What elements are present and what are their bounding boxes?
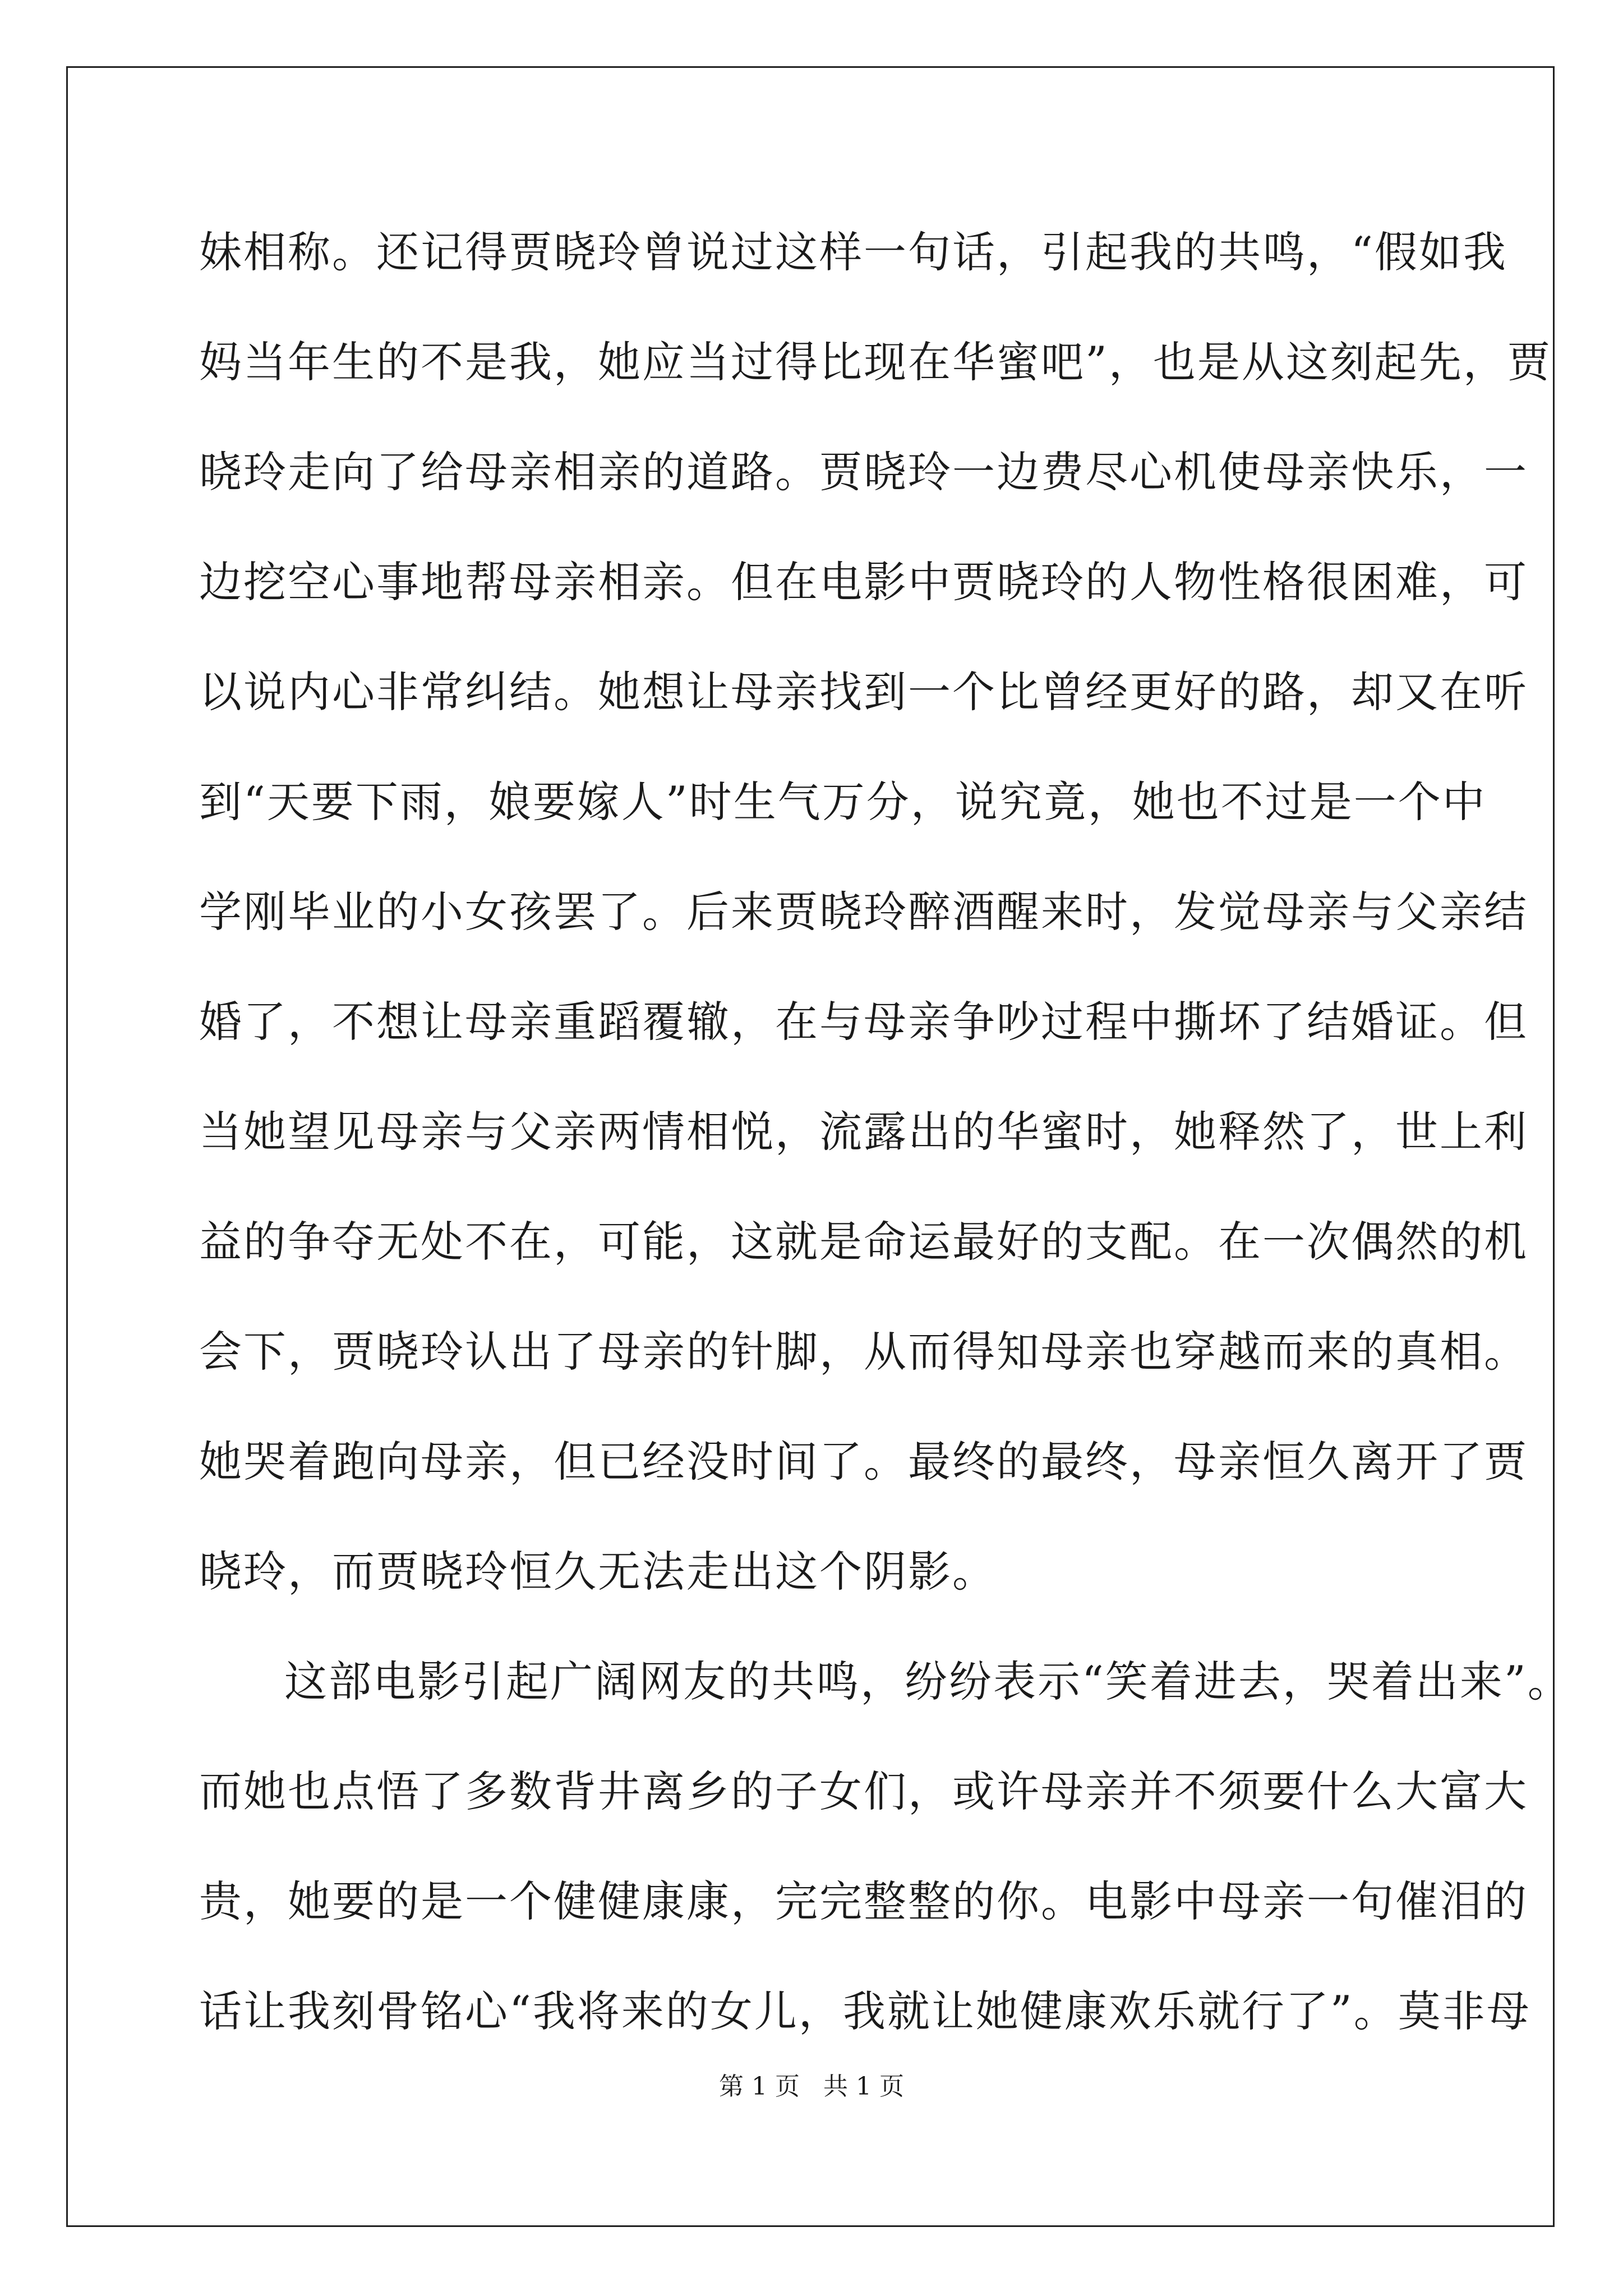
text-line: 会下，贾晓玲认出了母亲的针脚，从而得知母亲也穿越而来的真相。 (199, 1327, 1528, 1377)
text-line: 她哭着跑向母亲，但已经没时间了。最终的最终，母亲恒久离开了贾 (199, 1437, 1528, 1487)
text-line: 贵，她要的是一个健健康康，完完整整的你。电影中母亲一句催泪的 (199, 1876, 1528, 1926)
text-line: 益的争夺无处不在，可能，这就是命运最好的支配。在一次偶然的机 (199, 1217, 1528, 1267)
text-line: 晓玲，而贾晓玲恒久无法走出这个阴影。 (199, 1547, 997, 1596)
text-line: 晓玲走向了给母亲相亲的道路。贾晓玲一边费尽心机使母亲快乐，一 (199, 447, 1528, 497)
text-line: 妹相称。还记得贾晓玲曾说过这样一句话，引起我的共鸣，“假如我 (199, 227, 1507, 277)
text-line: 妈当年生的不是我，她应当过得比现在华蜜吧”，也是从这刻起先，贾 (199, 337, 1552, 387)
text-line: 这部电影引起广阔网友的共鸣，纷纷表示“笑着进去，哭着出来”。 (284, 1657, 1572, 1706)
text-line: 而她也点悟了多数背井离乡的子女们，或许母亲并不须要什么大富大 (199, 1766, 1528, 1816)
text-line: 以说内心非常纠结。她想让母亲找到一个比曾经更好的路，却又在听 (199, 667, 1528, 717)
document-body (199, 213, 1572, 2082)
paragraph-1 (199, 213, 1552, 1642)
text-line: 边挖空心事地帮母亲相亲。但在电影中贾晓玲的人物性格很困难，可 (199, 557, 1528, 607)
page-number-footer: 第 1 页 共 1 页 (719, 2072, 904, 2101)
text-line: 学刚毕业的小女孩罢了。后来贾晓玲醉酒醒来时，发觉母亲与父亲结 (199, 887, 1528, 937)
paragraph-2 (199, 1642, 1572, 2082)
text-line: 当她望见母亲与父亲两情相悦，流露出的华蜜时，她释然了，世上利 (199, 1107, 1528, 1157)
text-line: 婚了，不想让母亲重蹈覆辙，在与母亲争吵过程中撕坏了结婚证。但 (199, 997, 1528, 1047)
text-line: 到“天要下雨，娘要嫁人”时生气万分，说究竟，她也不过是一个中 (199, 777, 1487, 827)
text-line: 话让我刻骨铭心“我将来的女儿，我就让她健康欢乐就行了”。莫非母 (199, 1986, 1531, 2036)
